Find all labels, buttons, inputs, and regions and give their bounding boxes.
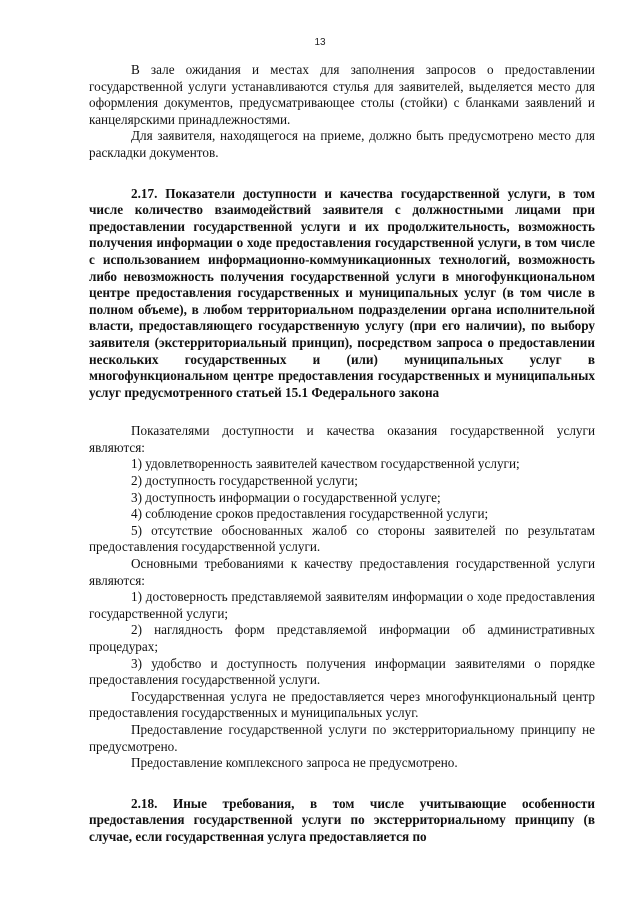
list-item-reliability: 1) достоверность представляемой заявителям информации о ходе предоставления государственной услуги; (89, 589, 595, 621)
list-item-convenience: 3) удобство и доступность получения информации заявителями о порядке предоставления государственной услуги. (89, 655, 595, 688)
paragraph-exterritorial: Предоставление государственной услуги по экстерриториальному принципу не предусмотрено. (89, 721, 595, 754)
paragraph-mfc: Государственная услуга не предоставляется через многофункциональный центр предоставления государственных и муниципальных услуг. (89, 688, 595, 721)
document-body (89, 62, 595, 846)
list-item-no-complaints: 5) отсутствие обоснованных жалоб со стороны заявителей по результатам предоставления государственной услуги. (89, 522, 595, 555)
list-item-deadlines: 4) соблюдение сроков предоставления государственной услуги; (131, 506, 489, 522)
spacer (89, 162, 595, 186)
spacer (89, 772, 595, 796)
section-2-17-heading: 2.17. Показатели доступности и качества государственной услуги, в том числе количество взаимодействий заявителя с должностными лицами при предоставлении государственной услуги и их продолжительность, возможность получения информации о ходе предоставления государственной услуги, в том числе с использованием информационно-коммуникационных технологий, возможность либо невозможность получения государственной услуги в многофункциональном центре предоставления государственных и муниципальных услуг (в том числе в полном объеме), в любом территориальном подразделении органа исполнительной власти, предоставляющего государственную услугу (при его наличии), по выбору заявителя (экстерриториальный принцип), посредством запроса о предоставлении нескольких государственных и (или) муниципальных услуг в многофункциональном центре предоставления государственных и муниципальных услуг предусмотренного статьей 15.1 Федерального закона (89, 185, 595, 400)
paragraph-waiting-room: В зале ожидания и местах для заполнения запросов о предоставлении государственной услуги устанавливаются стулья для заявителей, выделяется место для оформления документов, предусматривающее столы (стойки) с бланками заявлений и канцелярскими принадлежностями. (89, 62, 595, 127)
page-number: 13 (314, 37, 326, 48)
list-item-satisfaction: 1) удовлетворенность заявителей качеством государственной услуги; (131, 456, 520, 472)
list-item-visibility: 2) наглядность форм представляемой информации об административных процедурах; (89, 622, 595, 654)
paragraph-quality-requirements: Основными требованиями к качеству предоставления государственной услуги являются: (89, 556, 595, 588)
paragraph-indicators-intro: Показателями доступности и качества оказания государственной услуги являются: (89, 423, 595, 455)
list-item-service-availability: 2) доступность государственной услуги; (131, 473, 358, 489)
spacer (89, 401, 595, 423)
list-item-info-availability: 3) доступность информации о государственной услуге; (131, 489, 441, 505)
paragraph-complex-request: Предоставление комплексного запроса не предусмотрено. (131, 755, 458, 771)
paragraph-document-place: Для заявителя, находящегося на приеме, должно быть предусмотрено место для раскладки документов. (89, 128, 595, 160)
section-2-18-heading: 2.18. Иные требования, в том числе учитывающие особенности предоставления государственной услуги по экстерриториальному принципу (в случае, если государственная услуга предоставляется по (89, 795, 595, 844)
